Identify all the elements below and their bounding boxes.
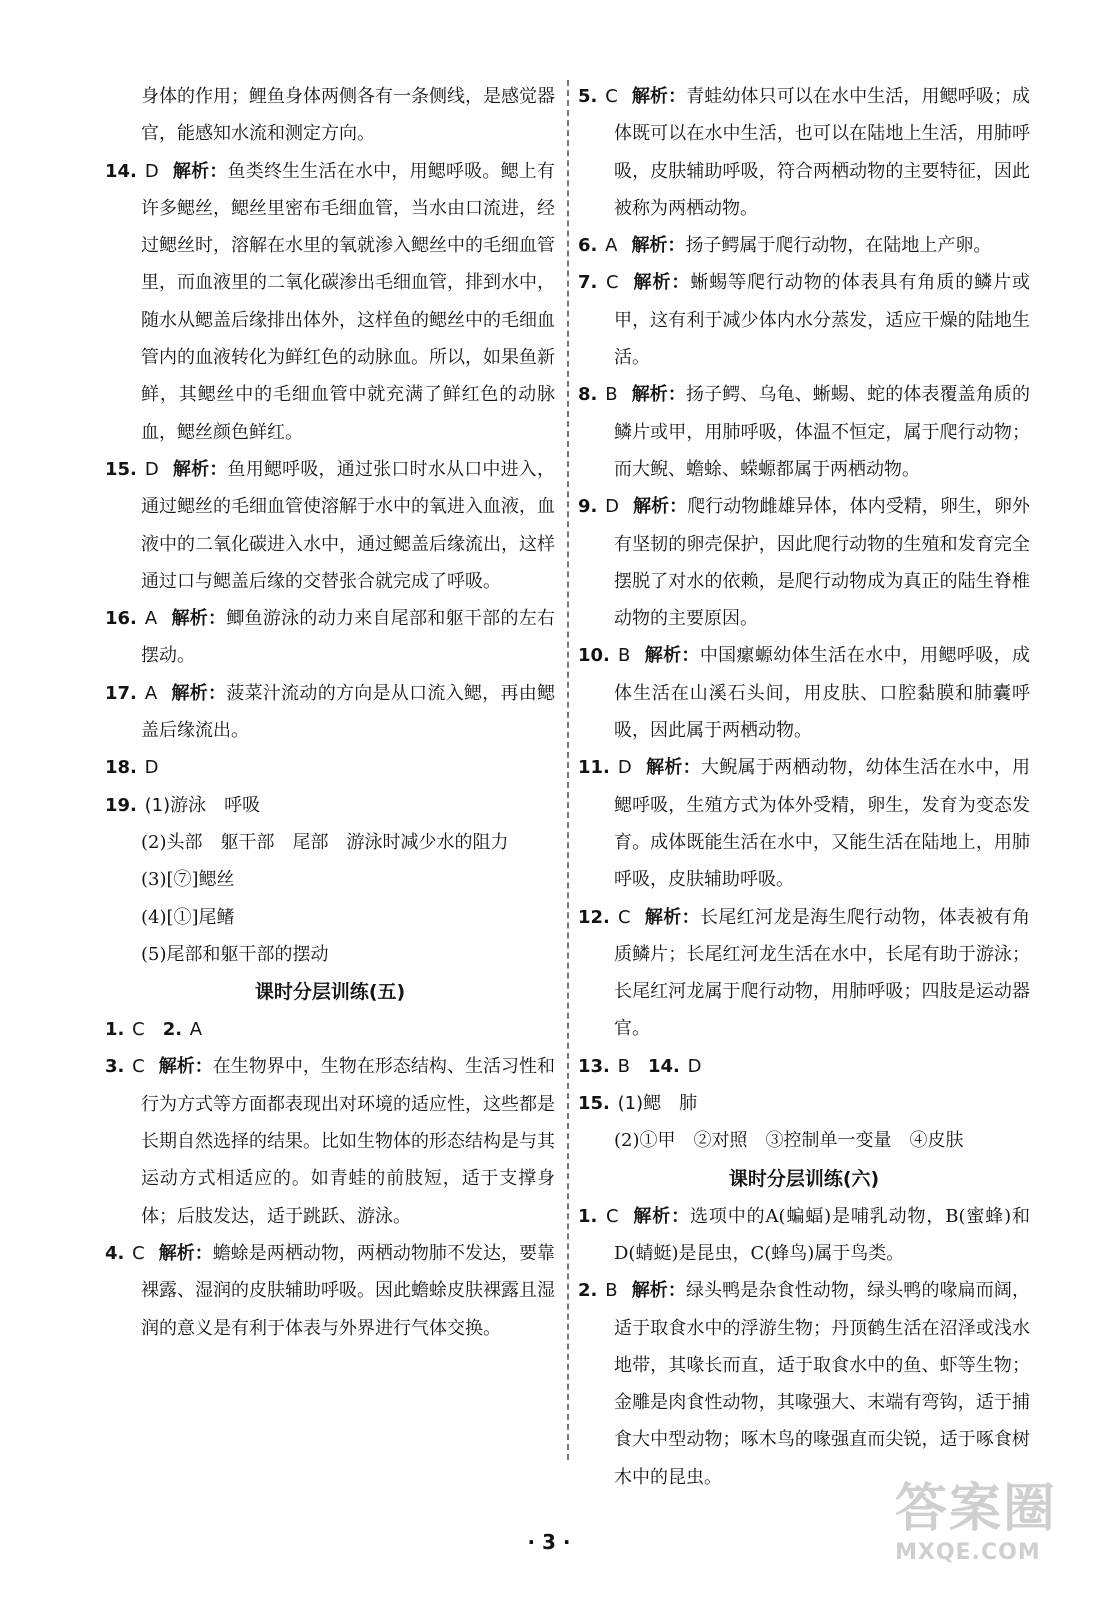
analysis-label: 解析：	[171, 608, 227, 630]
answer-item	[578, 488, 1030, 637]
answer-pair	[578, 1056, 630, 1077]
analysis-text: 在生物界中，生物在形态结构、生活习性和行为方式等方面都表现出对环境的适应性，这些都是长期自然选择的结果。比如生物体的形态结构是与其运动方式相适应的。如青蛙的前肢短，适于支撑身体；后肢发达，适于跳跃、游泳。	[141, 1056, 556, 1227]
answer-letter: B	[617, 645, 631, 667]
analysis-label: 解析：	[632, 1205, 691, 1227]
watermark-logo	[895, 1478, 1080, 1588]
answer-letter: A	[144, 682, 158, 704]
question-number: 14.	[647, 1055, 680, 1077]
column-divider	[567, 80, 569, 1460]
answer-item	[578, 899, 1030, 1048]
analysis-text: 长尾红河龙是海生爬行动物，体表被有角质鳞片；长尾红河龙生活在水中，长尾有助于游泳；长尾红河龙属于爬行动物，用肺呼吸；四肢是运动器官。	[614, 906, 1030, 1040]
answer-item	[578, 227, 1030, 264]
answer-item	[578, 264, 1030, 376]
answer-letter: D	[605, 496, 620, 518]
question-number: 11.	[578, 757, 610, 779]
analysis-label: 解析：	[171, 682, 227, 704]
analysis-text: 大鲵属于两栖动物，幼体生活在水中，用鳃呼吸，生殖方式为体外受精，卵生，发育为变态发育。成体既能生活在水中，又能生活在陆地上，用肺呼吸，皮肤辅助呼吸。	[614, 757, 1031, 891]
answer-letter: C	[606, 272, 619, 294]
continued-text: 身体的作用；鲤鱼身体两侧各有一条侧线，是感觉器官，能感知水流和测定方向。	[141, 86, 555, 145]
answer-item	[105, 600, 555, 675]
question-number: 7.	[578, 272, 598, 294]
question-number: 1.	[105, 1019, 125, 1041]
analysis-text: 鲫鱼游泳的动力来自尾部和躯干部的左右摆动。	[141, 608, 555, 667]
answer-item	[105, 787, 555, 824]
question-number: 5.	[578, 86, 598, 107]
question-number: 13.	[578, 1055, 610, 1077]
sub-answer: (2)头部 躯干部 尾部 游泳时减少水的阻力	[141, 831, 509, 853]
question-number: 14.	[105, 160, 137, 182]
analysis-label: 解析：	[158, 1242, 213, 1264]
answer-item	[578, 78, 1030, 227]
answer-letter: B	[605, 1280, 618, 1302]
page-number: · 3 ·	[527, 1530, 571, 1554]
watermark-text: 答案圈	[895, 1479, 1058, 1539]
analysis-text: 爬行动物雌雄异体，体内受精，卵生，卵外有坚韧的卵壳保护，因此爬行动物的生殖和发育完全摆脱了对水的依赖，是爬行动物成为真正的陆生脊椎动物的主要原因。	[614, 496, 1031, 630]
analysis-label: 解析：	[645, 757, 701, 779]
question-number: 1.	[578, 1205, 598, 1227]
analysis-text: 中国瘰螈幼体生活在水中，用鳃呼吸，成体生活在山溪石头间，用皮肤、口腔黏膜和肺囊呼吸，因此属于两栖动物。	[614, 645, 1031, 742]
answer-row	[105, 1011, 555, 1048]
answer-letter: A	[144, 608, 158, 630]
answer-letter: C	[617, 906, 631, 928]
analysis-text: 绿头鸭是杂食性动物，绿头鸭的喙扁而阔，适于取食水中的浮游生物；丹顶鹤生活在沼泽或浅水地带，其喙长而直，适于取食水中的鱼、虾等生物；金雕是肉食性动物，其喙强大、末端有弯钩，适于捕食大中型动物；啄木鸟的喙强直而尖锐，适于啄食树木中的昆虫。	[614, 1280, 1031, 1488]
question-number: 17.	[105, 682, 137, 704]
question-number: 2.	[162, 1019, 183, 1041]
analysis-label: 解析：	[631, 235, 686, 257]
question-number: 6.	[578, 235, 598, 257]
analysis-text: 青蛙幼体只可以在水中生活，用鳃呼吸；成体既可以在水中生活，也可以在陆地上生活，用肺呼吸，皮肤辅助呼吸，符合两栖动物的主要特征，因此被称为两栖动物。	[614, 86, 1030, 219]
question-number: 12.	[578, 906, 610, 928]
analysis-text: 扬子鳄属于爬行动物，在陆地上产卵。	[685, 235, 992, 257]
section-heading: 课时分层训练(六)	[728, 1167, 880, 1190]
question-number: 15.	[105, 458, 137, 480]
answer-item	[105, 1235, 555, 1347]
analysis-text: 蟾蜍是两栖动物，两栖动物肺不发达，要靠裸露、湿润的皮肤辅助呼吸。因此蟾蜍皮肤裸露且湿润的意义是有利于体表与外界进行气体交换。	[141, 1242, 556, 1339]
question-number: 9.	[578, 496, 598, 518]
answer-letter: A	[189, 1019, 203, 1041]
answer-item	[578, 376, 1030, 488]
analysis-label: 解析：	[172, 458, 228, 480]
answer-letter: C	[605, 86, 618, 107]
answer-item	[578, 637, 1030, 749]
analysis-label: 解析：	[172, 160, 228, 182]
answer-pair	[648, 1056, 702, 1077]
analysis-text: 选项中的A(蝙蝠)是哺乳动物，B(蜜蜂)和D(蜻蜓)是昆虫，C(蜂鸟)属于鸟类。	[614, 1205, 1030, 1264]
answer-letter: D	[144, 458, 159, 480]
answer-letter: D	[144, 757, 159, 779]
answer-letter: A	[605, 235, 618, 257]
answer-item	[105, 1048, 555, 1234]
question-number: 8.	[578, 384, 598, 406]
answer-item	[578, 1198, 1030, 1273]
answer-item	[105, 675, 555, 750]
right-column	[578, 78, 1030, 1496]
answer-pair	[163, 1019, 202, 1040]
answer-letter: B	[617, 1055, 630, 1077]
question-number: 15.	[578, 1093, 610, 1115]
left-column	[105, 78, 555, 1347]
answer-item	[578, 1085, 1030, 1122]
question-number: 4.	[105, 1242, 125, 1264]
question-number: 2.	[578, 1280, 598, 1302]
sub-answer: (5)尾部和躯干部的摆动	[141, 943, 329, 965]
answer-item	[578, 1272, 1030, 1496]
watermark-url: MXQE.COM	[895, 1540, 1041, 1565]
analysis-label: 解析：	[644, 645, 700, 667]
question-number: 16.	[105, 608, 137, 630]
answer-letter: C	[605, 1205, 619, 1227]
analysis-text: 菠菜汁流动的方向是从口流入鳃，再由鳃盖后缘流出。	[141, 682, 555, 742]
question-number: 19.	[105, 794, 137, 816]
answer-item	[105, 451, 555, 600]
answer-item	[105, 153, 555, 451]
analysis-label: 解析：	[158, 1056, 213, 1078]
answer-letter: C	[132, 1056, 145, 1078]
analysis-text: 扬子鳄、乌龟、蜥蜴、蛇的体表覆盖角质的鳞片或甲，用肺呼吸，体温不恒定，属于爬行动物；而大鲵、蟾蜍、蝾螈都属于两栖动物。	[614, 384, 1031, 480]
analysis-label: 解析：	[633, 496, 688, 518]
answer-row	[578, 1048, 1030, 1085]
analysis-label: 解析：	[631, 1280, 687, 1302]
answer-letter: C	[132, 1019, 145, 1041]
question-number: 10.	[578, 645, 610, 667]
answer-letter: (1)游泳 呼吸	[144, 794, 261, 816]
answer-letter: C	[132, 1242, 145, 1264]
sub-answer: (3)[⑦]鳃丝	[141, 869, 235, 891]
answer-letter: (1)鳃 肺	[617, 1093, 698, 1115]
answer-item	[105, 749, 555, 786]
analysis-text: 蜥蜴等爬行动物的体表具有角质的鳞片或甲，这有利于减少体内水分蒸发，适应干燥的陆地生活。	[614, 272, 1031, 369]
sub-answer: (4)[①]尾鳍	[141, 906, 235, 928]
answer-pair	[105, 1019, 145, 1040]
question-number: 18.	[105, 757, 137, 779]
section-heading: 课时分层训练(五)	[254, 981, 406, 1004]
answer-letter: D	[687, 1055, 702, 1077]
analysis-label: 解析：	[644, 906, 700, 928]
answer-letter: D	[144, 160, 159, 182]
answer-letter: D	[617, 757, 632, 779]
analysis-label: 解析：	[631, 384, 687, 406]
sub-answer: (2)①甲 ②对照 ③控制单一变量 ④皮肤	[614, 1130, 964, 1152]
analysis-text: 鱼用鳃呼吸，通过张口时水从口中进入，通过鳃丝的毛细血管使溶解于水中的氧进入血液，血液中的二氧化碳进入水中，通过鳃盖后缘流出，这样通过口与鳃盖后缘的交替张合就完成了呼吸。	[141, 458, 556, 592]
answer-item	[578, 749, 1030, 898]
analysis-text: 鱼类终生生活在水中，用鳃呼吸。鳃上有许多鳃丝，鳃丝里密布毛细血管，当水由口流进，经过鳃丝时，溶解在水里的氧就渗入鳃丝中的毛细血管里，而血液里的二氧化碳渗出毛细血管，排到水中，随水从鳃盖后缘排出体外，这样鱼的鳃丝中的毛细血管内的血液转化为鲜红色的动脉血。所以，如果鱼新鲜，其鳃丝中的毛细血管中就充满了鲜红色的动脉血，鳃丝颜色鲜红。	[141, 160, 556, 443]
analysis-label: 解析：	[631, 86, 687, 107]
answer-letter: B	[605, 384, 618, 406]
analysis-label: 解析：	[632, 272, 691, 294]
question-number: 3.	[105, 1056, 125, 1078]
